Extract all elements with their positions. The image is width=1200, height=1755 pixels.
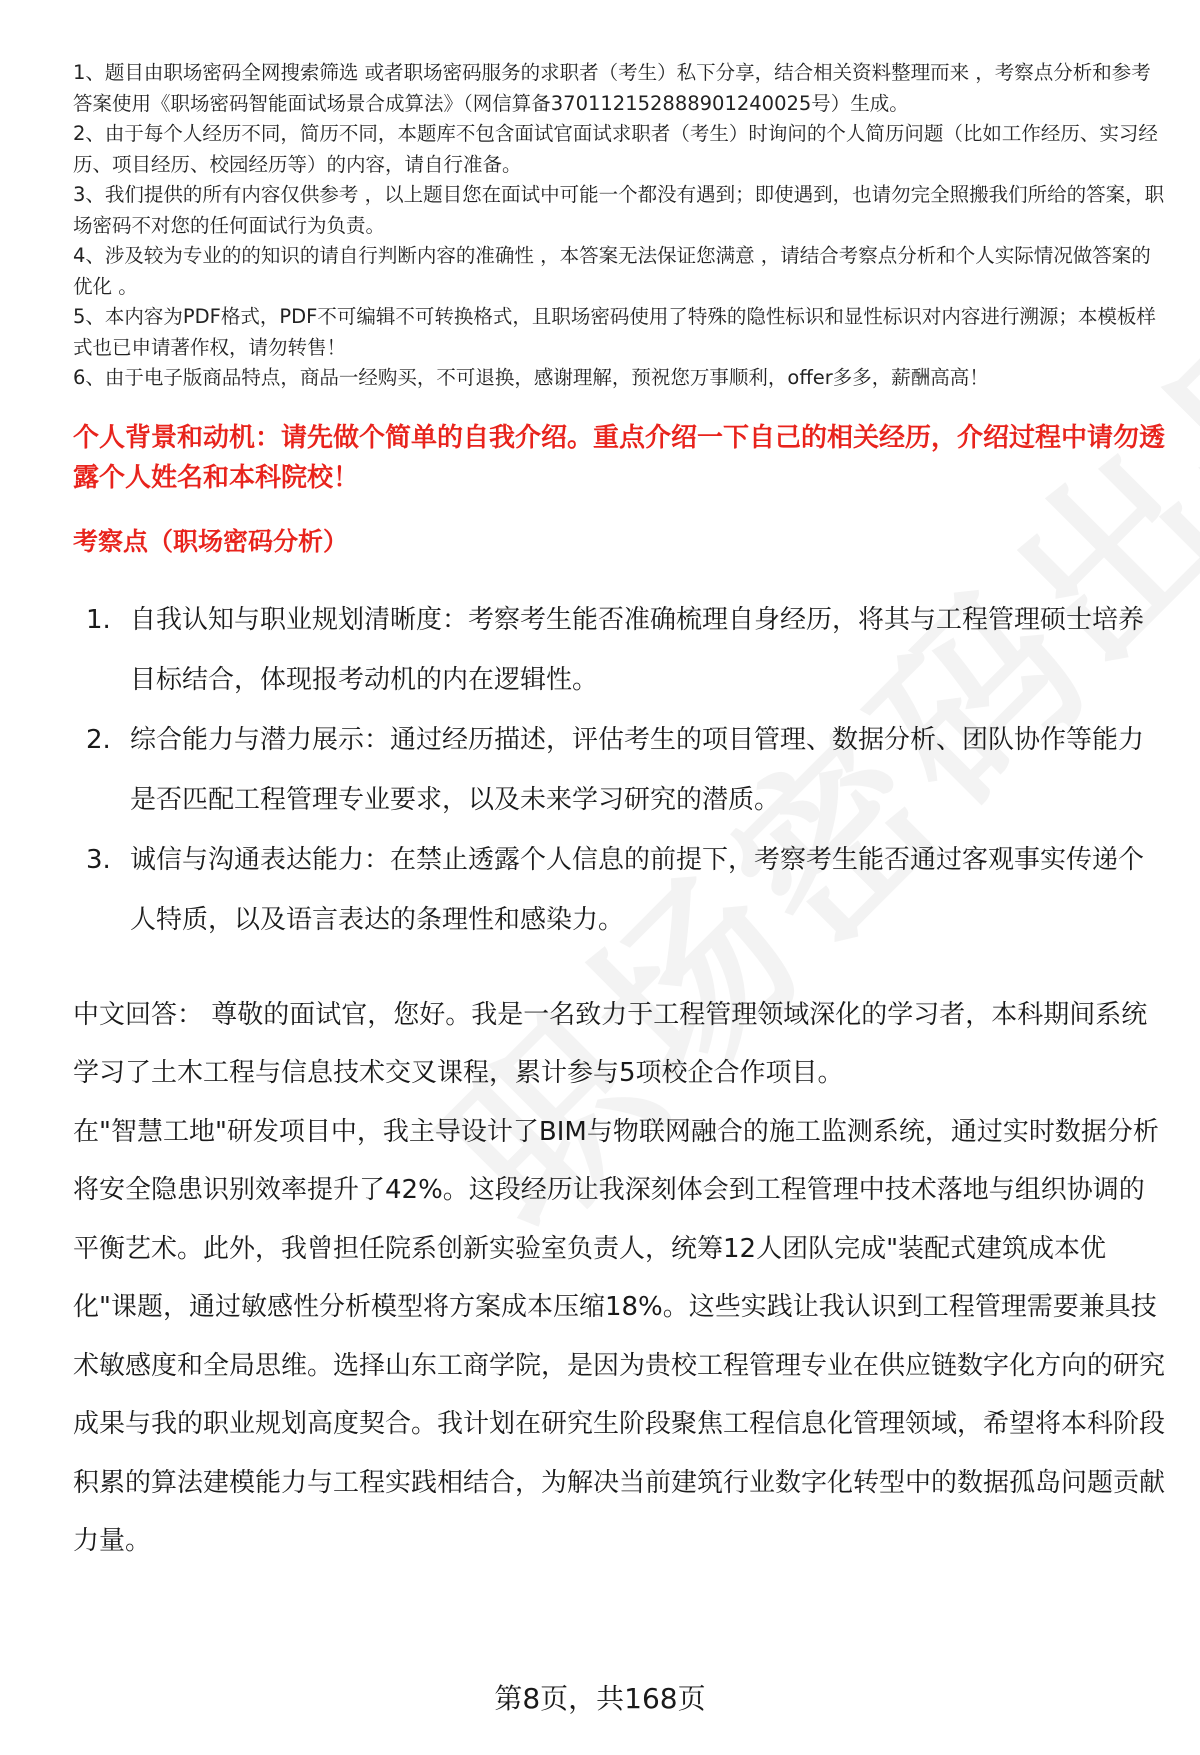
notice-item: 6、由于电子版商品特点，商品一经购买，不可退换，感谢理解，预祝您万事顺利，offer多多，薪酬高高！ bbox=[73, 366, 989, 389]
analysis-point bbox=[73, 830, 1165, 950]
point-text: 自我认知与职业规划清晰度：考察考生能否准确梳理自身经历，将其与工程管理硕士培养目标结合，体现报考动机的内在逻辑性。 bbox=[130, 604, 1145, 695]
answer-section bbox=[73, 986, 1165, 1571]
notice-item: 2、由于每个人经历不同，简历不同，本题库不包含面试官面试求职者（考生）时询问的个人简历问题（比如工作经历、实习经历、项目经历、校园经历等）的内容，请自行准备。 bbox=[73, 122, 1158, 176]
analysis-point bbox=[73, 590, 1165, 710]
answer-text: 尊敬的面试官，您好。我是一名致力于工程管理领域深化的学习者，本科期间系统学习了土木工程与信息技术交叉课程，累计参与5项校企合作项目。 bbox=[73, 999, 1148, 1088]
notice-item: 3、我们提供的所有内容仅供参考 ，以上题目您在面试中可能一个都没有遇到；即使遇到，也请勿完全照搬我们所给的答案，职场密码不对您的任何面试行为负责。 bbox=[73, 183, 1165, 237]
notice-item: 4、涉及较为专业的的知识的请自行判断内容的准确性 ，本答案无法保证您满意 ，请结合考察点分析和个人实际情况做答案的优化 。 bbox=[73, 244, 1151, 298]
analysis-point bbox=[73, 710, 1165, 830]
page-content bbox=[73, 58, 1165, 1571]
answer-body: 在"智慧工地"研发项目中，我主导设计了BIM与物联网融合的施工监测系统，通过实时数据分析将安全隐患识别效率提升了42%。这段经历让我深刻体会到工程管理中技术落地与组织协调的平衡艺术。此外，我曾担任院系创新实验室负责人，统筹12人团队完成"装配式建筑成本优化"课题，通过敏感性分析模型将方案成本压缩18%。这些实践让我认识到工程管理需要兼具技术敏感度和全局思维。选择山东工商学院，是因为贵校工程管理专业在供应链数字化方向的研究成果与我的职业规划高度契合。我计划在研究生阶段聚焦工程信息化管理领域，希望将本科阶段积累的算法建模能力与工程实践相结合，为解决当前建筑行业数字化转型中的数据孤岛问题贡献力量。 bbox=[73, 1116, 1166, 1556]
point-text: 综合能力与潜力展示：通过经历描述，评估考生的项目管理、数据分析、团队协作等能力是否匹配工程管理专业要求，以及未来学习研究的潜质。 bbox=[130, 724, 1145, 815]
point-number: 3. bbox=[86, 844, 111, 875]
analysis-title: 考察点（职场密码分析） bbox=[73, 526, 349, 556]
point-number: 1. bbox=[86, 604, 111, 635]
notice-item: 1、题目由职场密码全网搜索筛选 或者职场密码服务的求职者（考生）私下分享，结合相关资料整理而来 ，考察点分析和参考答案使用《职场密码智能面试场景合成算法》（网信算备370112152888901240025号）生成。 bbox=[73, 61, 1151, 115]
notice-list bbox=[73, 58, 1165, 394]
question-title: 个人背景和动机：请先做个简单的自我介绍。重点介绍一下自己的相关经历，介绍过程中请勿透露个人姓名和本科院校！ bbox=[73, 422, 1166, 493]
analysis-points bbox=[73, 590, 1165, 950]
notice-item: 5、本内容为PDF格式，PDF不可编辑不可转换格式，且职场密码使用了特殊的隐性标识和显性标识对内容进行溯源；本模板样式也已申请著作权，请勿转售！ bbox=[73, 305, 1156, 359]
page-footer: 第8页，共168页 bbox=[494, 1682, 706, 1715]
answer-label: 中文回答： bbox=[73, 999, 204, 1030]
point-number: 2. bbox=[86, 724, 111, 755]
point-text: 诚信与沟通表达能力：在禁止透露个人信息的前提下，考察考生能否通过客观事实传递个人特质，以及语言表达的条理性和感染力。 bbox=[130, 844, 1145, 935]
answer-intro bbox=[73, 986, 1165, 1103]
